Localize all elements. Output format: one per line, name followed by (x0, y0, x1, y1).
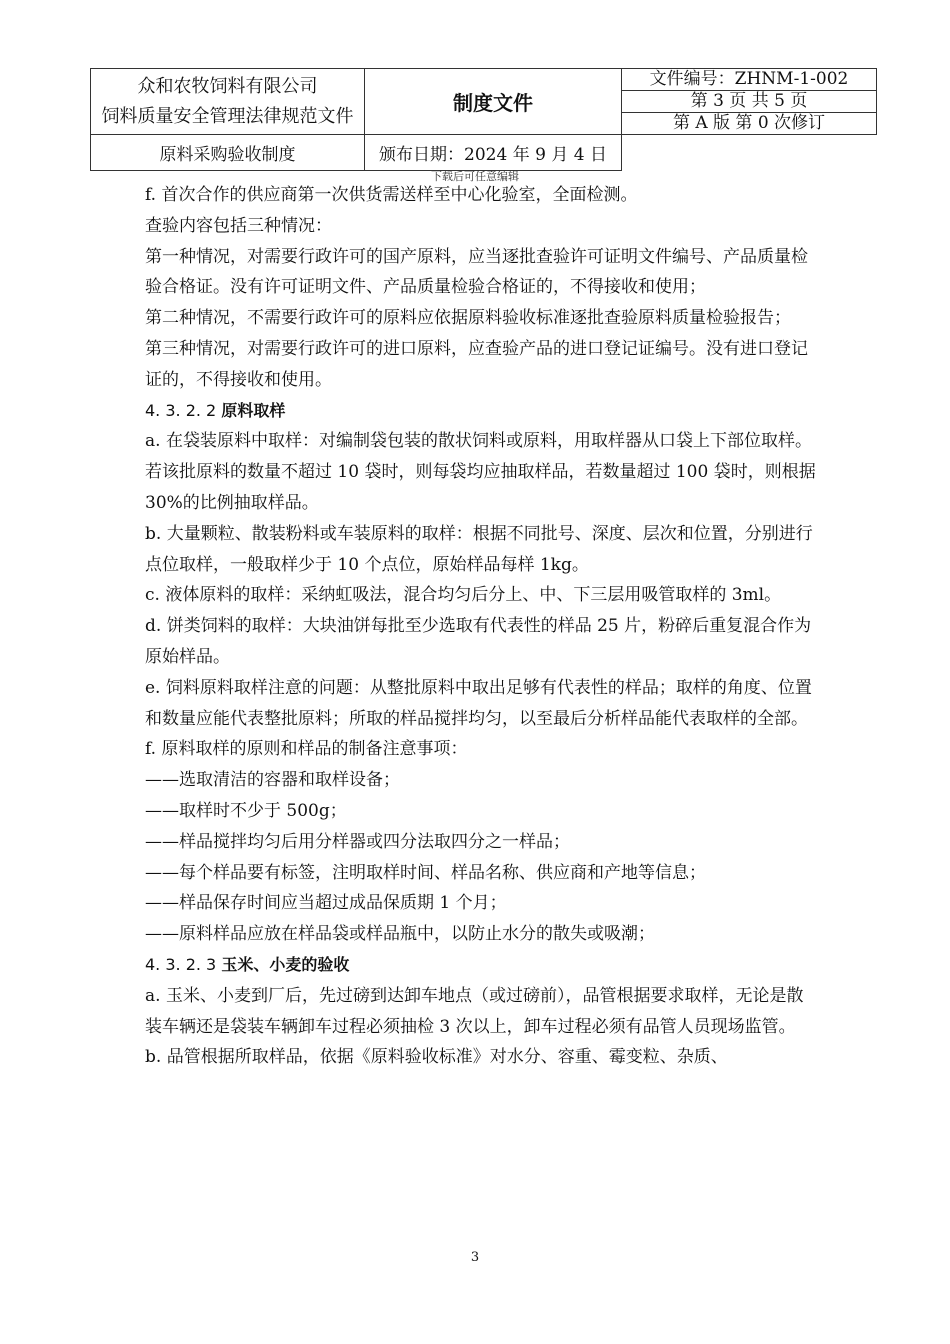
paragraph: ——样品保存时间应当超过成品保质期 1 个月； (145, 893, 507, 914)
paragraph: a. 在袋装原料中取样：对编制袋包装的散状饲料或原料，用取样器从口袋上下部位取样。若该批原料的数量不超过 10 袋时，则每袋均应抽取样品，若数量超过 100 袋时，则根据 30%的比例抽取样品。 (145, 431, 816, 513)
paragraph: ——每个样品要有标签，注明取样时间、样品名称、供应商和产地等信息； (145, 862, 706, 883)
paragraph: a. 玉米、小麦到厂后，先过磅到达卸车地点（或过磅前），品管根据要求取样，无论是散装车辆还是袋装车辆卸车过程必须抽检 3 次以上，卸车过程必须有品管人员现场监管。 (145, 985, 804, 1037)
company-cell (91, 69, 365, 135)
version-info: 第 A 版 第 0 次修订 (622, 113, 877, 135)
paragraph: ——样品搅拌均匀后用分样器或四分法取四分之一样品； (145, 831, 570, 852)
section-number: 4. 3. 2. 2 (145, 400, 217, 420)
paragraph: 第三种情况，对需要行政许可的进口原料，应查验产品的进口登记证编号。没有进口登记证的，不得接收和使用。 (145, 338, 808, 390)
page-number: 3 (470, 1250, 480, 1265)
section-heading (145, 396, 820, 427)
paragraph: 第二种情况，不需要行政许可的原料应依据原料验收标准逐批查验原料质量检验报告； (145, 308, 791, 329)
paragraph: d. 饼类饲料的取样：大块油饼每批至少选取有代表性的样品 25 片，粉碎后重复混合作为原始样品。 (145, 616, 812, 667)
page-info: 第 3 页 共 5 页 (622, 91, 877, 113)
document-body (145, 180, 820, 1073)
paragraph: ——取样时不少于 500g； (145, 800, 347, 821)
section-title: 玉米、小麦的验收 (221, 954, 350, 974)
paragraph: ——选取清洁的容器和取样设备； (145, 770, 400, 791)
company-name: 众和农牧饲料有限公司 (137, 75, 318, 97)
document-category: 饲料质量安全管理法律规范文件 (101, 105, 354, 127)
paragraph: f. 原料取样的原则和样品的制备注意事项： (145, 739, 468, 760)
section-number: 4. 3. 2. 3 (145, 954, 217, 974)
document-subtitle: 原料采购验收制度 (91, 135, 365, 171)
paragraph: 查验内容包括三种情况： (145, 215, 332, 236)
paragraph: ——原料样品应放在样品袋或样品瓶中，以防止水分的散失或吸潮； (145, 924, 655, 945)
section-title: 原料取样 (221, 400, 286, 420)
document-type: 制度文件 (365, 69, 622, 135)
publish-date: 颁布日期：2024 年 9 月 4 日 (365, 135, 622, 171)
paragraph: b. 品管根据所取样品，依据《原料验收标准》对水分、容重、霉变粒、杂质、 (145, 1047, 728, 1068)
document-number: 文件编号：ZHNM-1-002 (622, 69, 877, 91)
watermark-text: 下载后可任意编辑 (431, 170, 519, 183)
paragraph: c. 液体原料的取样：采纳虹吸法，混合均匀后分上、中、下三层用吸管取样的 3ml。 (145, 585, 782, 606)
paragraph: e. 饲料原料取样注意的问题：从整批原料中取出足够有代表性的样品；取样的角度、位置和数量应能代表整批原料；所取的样品搅拌均匀，以至最后分析样品能代表取样的全部。 (145, 677, 812, 729)
section-heading (145, 950, 820, 981)
paragraph: 第一种情况，对需要行政许可的国产原料，应当逐批查验许可证明文件编号、产品质量检验合格证。没有许可证明文件、产品质量检验合格证的，不得接收和使用； (145, 246, 808, 298)
paragraph: b. 大量颗粒、散装粉料或车装原料的取样：根据不同批号、深度、层次和位置，分别进行点位取样，一般取样少于 10 个点位，原始样品每样 1kg。 (145, 523, 813, 575)
document-header (90, 68, 877, 171)
paragraph: f. 首次合作的供应商第一次供货需送样至中心化验室，全面检测。 (145, 185, 638, 205)
